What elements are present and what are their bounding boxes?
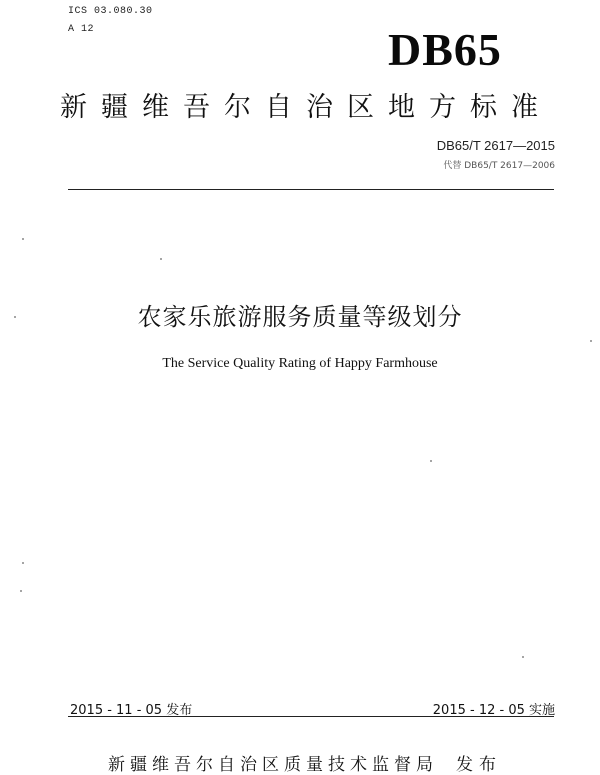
- bottom-divider: [68, 716, 554, 717]
- standard-code-logo: DB65: [388, 24, 502, 75]
- publisher-name: 新疆维吾尔自治区质量技术监督局: [108, 755, 438, 775]
- scan-speck: [522, 656, 524, 658]
- publish-label: 发布: [456, 755, 502, 775]
- scan-speck: [22, 238, 24, 240]
- standard-name: 新疆维吾尔自治区地方标准: [60, 92, 552, 123]
- replaces-standard: 代替 DB65/T 2617—2006: [443, 161, 555, 171]
- classification-code: A 12: [68, 24, 95, 35]
- issue-date: 2015 - 11 - 05 发布: [70, 703, 193, 718]
- scan-speck: [430, 460, 432, 462]
- scan-speck: [590, 340, 592, 342]
- implementation-date: 2015 - 12 - 05 实施: [432, 703, 555, 718]
- standard-number: DB65/T 2617—2015: [436, 138, 555, 153]
- scan-speck: [14, 316, 16, 318]
- scan-speck: [22, 562, 24, 564]
- top-divider: [68, 189, 554, 190]
- document-title-chinese: 农家乐旅游服务质量等级划分: [137, 303, 463, 331]
- scan-speck: [160, 258, 162, 260]
- scan-speck: [20, 590, 22, 592]
- ics-code: ICS 03.080.30: [68, 6, 153, 17]
- document-title-english: The Service Quality Rating of Happy Farmhouse: [162, 356, 438, 371]
